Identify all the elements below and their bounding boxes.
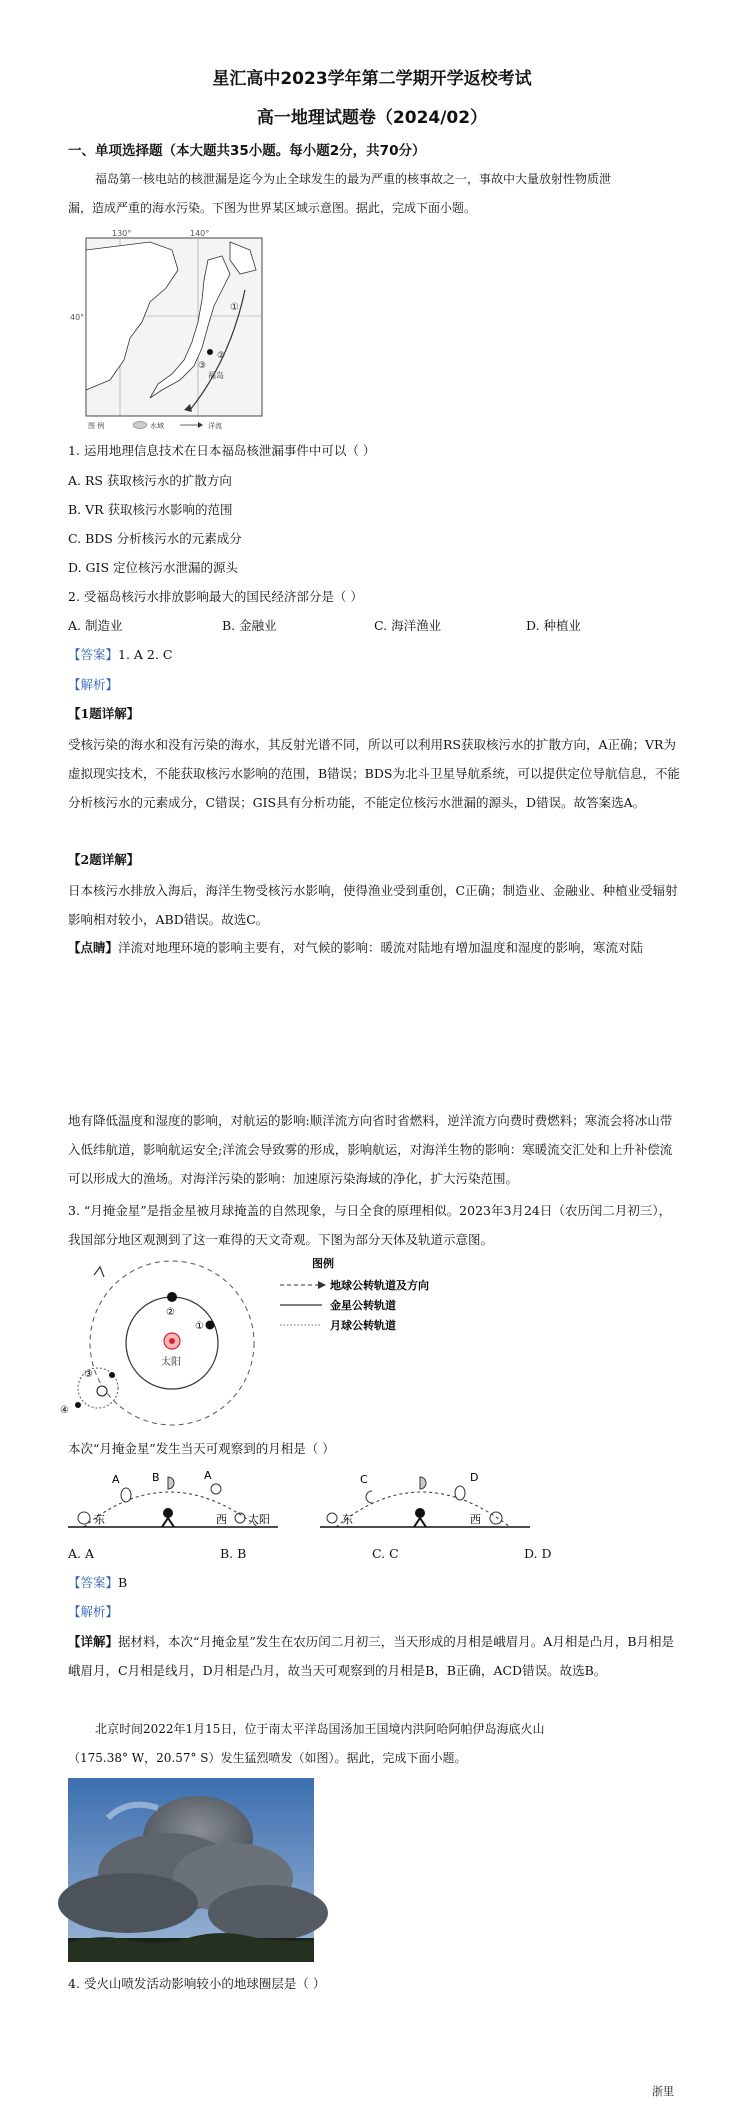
q2-option-c: C. 海洋渔业	[374, 618, 442, 633]
marker-3: ③	[198, 361, 207, 371]
tip-text-2: 地有降低温度和湿度的影响，对航运的影响:顺洋流方向省时省燃料，逆洋流方向费时费燃料；寒流会将冰山带入低纬航道，影响航运安全;洋流会导致雾的形成，影响航运，对海洋生物的影响：寒暖流交汇处和上升补偿流可以形成大的渔场。对海洋污染的影响：加速原污染海域的净化，扩大污染范围。	[68, 1113, 673, 1186]
lon-140: 140°	[190, 229, 210, 238]
passage4-line: 北京时间2022年1月15日，位于南太平洋岛国汤加王国境内洪阿哈阿帕伊岛海底火山	[95, 1722, 545, 1736]
right-east: 东	[342, 1513, 353, 1526]
analysis-label-3: 【解析】	[68, 1604, 119, 1619]
answer-label-3: 【答案】	[68, 1575, 119, 1590]
passage-line: 漏，造成严重的海水污染。下图为世界某区域示意图。据此，完成下面小题。	[68, 201, 477, 215]
earth	[97, 1386, 107, 1396]
detail-3	[68, 1627, 683, 1685]
footer-text: 浙里	[652, 2085, 674, 2098]
orbit-marker-3: ③	[84, 1369, 93, 1380]
detail-1-label: 【1题详解】	[68, 706, 140, 721]
left-sun: 太阳	[248, 1513, 270, 1526]
q3-option-c: C. C	[372, 1546, 399, 1561]
left-east: 东	[94, 1513, 105, 1526]
legend-venus-orbit: 金星公转轨道	[330, 1299, 396, 1312]
q1-option-a: A. RS 获取核污水的扩散方向	[68, 473, 232, 488]
right-west: 西	[470, 1513, 481, 1526]
q3-option-a: A. A	[68, 1546, 95, 1561]
svg-text:A: A	[204, 1469, 212, 1482]
legend-moon-orbit: 月球公转轨道	[330, 1319, 396, 1332]
answer-value: 1. A 2. C	[118, 647, 173, 662]
q1-stem: 1. 运用地理信息技术在日本福岛核泄漏事件中可以（ ）	[68, 443, 376, 458]
detail-3-text: 据材料，本次“月掩金星”发生在农历闰二月初三，当天形成的月相是峨眉月。A月相是凸月，B月相是峨眉月，C月相是线月，D月相是凸月，故当天可观察到的月相是B，B正确，ACD错误。故选B。	[68, 1634, 675, 1678]
passage4-line: （175.38° W，20.57° S）发生猛烈喷发（如图）。据此，完成下面小题。	[68, 1751, 467, 1765]
legend-title: 图例	[312, 1257, 334, 1270]
answer-row-3	[68, 1574, 127, 1592]
legend-title: 图 例	[88, 422, 105, 430]
phase-c: C	[360, 1473, 368, 1486]
q1-option-b: B. VR 获取核污水影响的范围	[68, 502, 233, 517]
fukushima-point	[207, 349, 213, 355]
q3-sub-stem: 本次“月掩金星”发生当天可观察到的月相是（ ）	[68, 1441, 335, 1456]
exam-title: 星汇高中2023学年第二学期开学返校考试	[212, 69, 532, 89]
orbit-marker-1: ①	[195, 1321, 204, 1332]
legend-current: 洋流	[208, 422, 222, 430]
region-map	[70, 229, 270, 430]
exam-subtitle: 高一地理试题卷（2024/02）	[256, 108, 488, 128]
q2-stem: 2. 受福岛核污水排放影响最大的国民经济部分是（ ）	[68, 589, 363, 604]
legend-earth-orbit: 地球公转轨道及方向	[330, 1279, 429, 1292]
q3-option-d: D. D	[524, 1546, 552, 1561]
left-west: 西	[216, 1513, 227, 1526]
answer-row	[68, 646, 172, 664]
detail-2-text: 日本核污水排放入海后，海洋生物受核污水影响，使得渔业受到重创，C正确；制造业、金融业、种植业受辐射影响相对较小，ABD错误。故选C。	[68, 883, 678, 927]
volcano-photo	[68, 1778, 314, 1962]
tip-row	[68, 939, 643, 957]
phase-b: B	[152, 1471, 160, 1484]
q3-stem: 3. “月掩金星”是指金星被月球掩盖的自然现象，与日全食的原理相似。2023年3月24日（农历闰二月初三），我国部分地区观测到了这一难得的天文奇观。下图为部分天体及轨道示意图。	[68, 1203, 672, 1247]
phase-d: D	[470, 1471, 479, 1484]
q2-option-d: D. 种植业	[526, 618, 582, 633]
q2-option-b: B. 金融业	[222, 618, 277, 633]
detail-2-label: 【2题详解】	[68, 852, 140, 867]
answer-value-3: B	[118, 1575, 128, 1590]
tip-label: 【点睛】	[68, 940, 119, 955]
moon-phase-right	[320, 1465, 540, 1535]
detail-3-label: 【详解】	[68, 1634, 119, 1649]
orbit-marker-4: ④	[60, 1405, 69, 1416]
tip-text-1: 洋流对地理环境的影响主要有，对气候的影响：暖流对陆地有增加温度和湿度的影响，寒流对陆	[118, 940, 644, 955]
q1-option-d: D. GIS 定位核污水泄漏的源头	[68, 560, 238, 575]
section-heading: 一、单项选择题（本大题共35小题。每小题2分，共70分）	[68, 143, 426, 159]
detail-1-text: 受核污染的海水和没有污染的海水，其反射光谱不同，所以可以利用RS获取核污水的扩散方向，A正确；VR为虚拟现实技术，不能获取核污水影响的范围，B错误；BDS为北斗卫星导航系统，可以提供定位导航信息，不能分析核污水的元素成分，C错误；GIS具有分析功能，不能定位核污水泄漏的源头，D错误。故答案选A。	[68, 737, 680, 810]
legend-water: 水域	[150, 422, 164, 430]
moon-phase-left	[68, 1465, 288, 1535]
q1-option-c: C. BDS 分析核污水的元素成分	[68, 531, 242, 546]
orbit-diagram	[60, 1255, 480, 1445]
sun-label: 太阳	[161, 1357, 181, 1368]
lon-130: 130°	[112, 229, 132, 238]
marker-1: ①	[230, 302, 239, 313]
q2-option-a: A. 制造业	[68, 618, 123, 633]
orbit-marker-2: ②	[166, 1307, 175, 1318]
q3-option-b: B. B	[220, 1546, 247, 1561]
analysis-label: 【解析】	[68, 677, 119, 692]
marker-2: ②	[217, 351, 226, 361]
passage-line: 福岛第一核电站的核泄漏是迄今为止全球发生的最为严重的核事故之一，事故中大量放射性物质泄	[95, 172, 612, 186]
answer-label: 【答案】	[68, 647, 119, 662]
fukushima-label: 福岛	[208, 371, 224, 380]
q4-stem: 4. 受火山喷发活动影响较小的地球圈层是（ ）	[68, 1976, 326, 1991]
phase-a: A	[112, 1473, 120, 1486]
lat-40: 40°	[70, 313, 85, 322]
